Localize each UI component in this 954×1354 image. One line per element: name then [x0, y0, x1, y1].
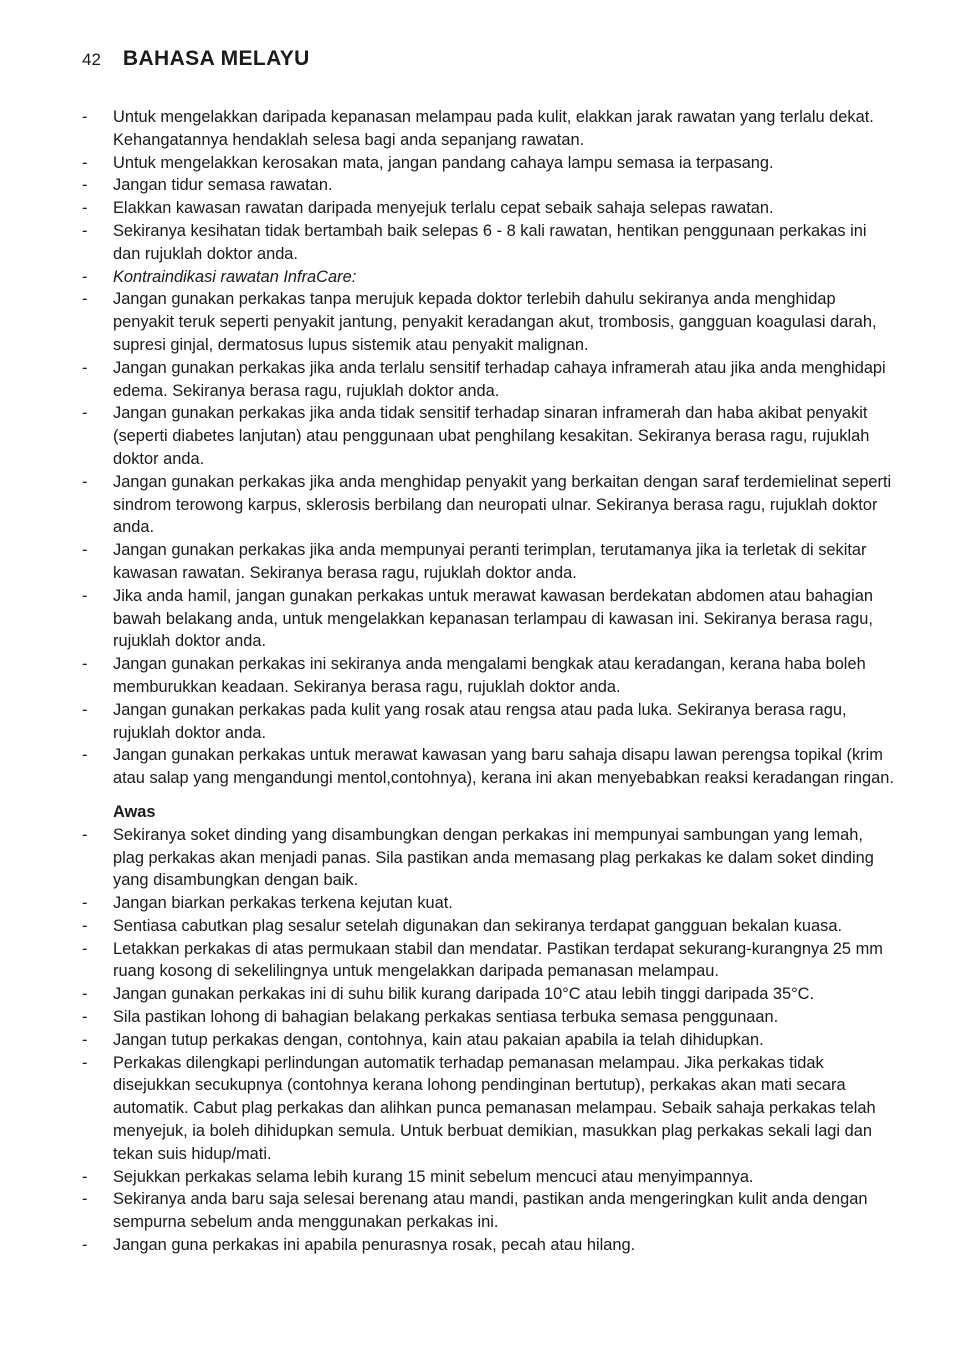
list-item [82, 266, 894, 289]
list-dash: - [82, 108, 88, 126]
list-item [82, 983, 894, 1006]
list-dash: - [82, 586, 88, 605]
list-dash: - [82, 472, 88, 491]
caution-list [82, 824, 894, 1257]
list-item-text: Jangan gunakan perkakas jika anda tidak sensitif terhadap sinaran inframerah dan haba akibat penyakit (seperti diabetes lanjutan) atau penggunaan ubat penghilang kesakitan. Sekiranya berasa ragu, rujuklah doktor anda. [113, 404, 870, 468]
list-item-text: Jangan tutup perkakas dengan, contohnya, kain atau pakaian apabila ia telah dihidupkan. [113, 1030, 764, 1049]
list-item [82, 1052, 894, 1166]
list-item-text: Jangan gunakan perkakas tanpa merujuk kepada doktor terlebih dahulu sekiranya anda menghidap penyakit teruk seperti penyakit jantung, penyakit keradangan akut, trombosis, gangguan koagulasi darah, supresi ginjal, dermatosus lupus sistemik atau penyakit malignan. [113, 290, 877, 354]
list-item-text: Jangan guna perkakas ini apabila penurasnya rosak, pecah atau hilang. [113, 1236, 636, 1255]
list-item [82, 106, 894, 152]
safety-list [82, 106, 894, 790]
list-item-text: Sejukkan perkakas selama lebih kurang 15 minit sebelum mencuci atau menyimpannya. [113, 1167, 754, 1186]
list-item-text: Jangan gunakan perkakas ini di suhu bilik kurang daripada 10°C atau lebih tinggi daripada 35°C. [113, 985, 815, 1004]
list-dash: - [82, 1008, 88, 1027]
list-dash: - [82, 290, 88, 309]
list-dash: - [82, 1167, 88, 1186]
list-dash: - [82, 894, 88, 913]
list-item [82, 539, 894, 585]
list-item-text: Jangan gunakan perkakas jika anda terlalu sensitif terhadap cahaya inframerah atau jika anda menghidapi edema. Sekiranya berasa ragu, rujuklah doktor anda. [113, 358, 886, 400]
list-item [82, 744, 894, 790]
page-title: BAHASA MELAYU [122, 47, 310, 70]
list-item [82, 357, 894, 403]
list-dash: - [82, 358, 88, 377]
list-item-text: Untuk mengelakkan daripada kepanasan melampau pada kulit, elakkan jarak rawatan yang terlalu dekat. Kehangatannya hendaklah selesa bagi anda sepanjang rawatan. [113, 108, 874, 149]
list-item [82, 653, 894, 699]
list-item-text: Jangan gunakan perkakas jika anda menghidap penyakit yang berkaitan dengan saraf terdemielinat seperti sindrom terowong karpus, sklerosis berbilang dan neuropati ulnar. Sekiranya berasa ragu, rujuklah doktor anda. [113, 472, 892, 537]
page-header [82, 47, 310, 71]
list-item-text: Sekiranya kesihatan tidak bertambah baik selepas 6 - 8 kali rawatan, hentikan penggunaan perkakas ini dan rujuklah doktor anda. [113, 221, 867, 263]
list-dash: - [82, 916, 88, 935]
contraindication-heading: Kontraindikasi rawatan InfraCare: [113, 267, 357, 286]
list-item [82, 585, 894, 653]
list-item-text: Perkakas dilengkapi perlindungan automatik terhadap pemanasan melampau. Jika perkakas tidak disejukkan secukupnya (contohnya kerana lohong pendinginan bertutup), perkakas akan mati secara automatik. Cabut plag perkakas dan alihkan punca pemanasan melampau. Sebaik sahaja perkakas telah menyejuk, ia boleh dihidupkan semula. Untuk berbuat demikian, masukkan plag perkakas sekali lagi dan tekan suis hidup/mati. [113, 1053, 876, 1163]
list-item-text: Jangan biarkan perkakas terkena kejutan kuat. [113, 894, 453, 913]
list-item [82, 824, 894, 892]
list-item-text: Sekiranya anda baru saja selesai berenang atau mandi, pastikan anda mengeringkan kulit anda dengan sempurna sebelum anda menggunakan perkakas ini. [113, 1190, 868, 1232]
list-item [82, 174, 894, 197]
list-item-text: Sila pastikan lohong di bahagian belakang perkakas sentiasa terbuka semasa penggunaan. [113, 1008, 779, 1027]
list-dash: - [82, 267, 88, 286]
list-item [82, 471, 894, 539]
list-item [82, 152, 894, 175]
list-dash: - [82, 404, 88, 423]
list-dash: - [82, 655, 88, 674]
list-dash: - [82, 939, 88, 958]
list-item-text: Untuk mengelakkan kerosakan mata, jangan pandang cahaya lampu semasa ia terpasang. [113, 153, 774, 172]
list-item [82, 197, 894, 220]
list-item [82, 402, 894, 470]
list-item [82, 1166, 894, 1189]
list-item-text: Jangan gunakan perkakas pada kulit yang rosak atau rengsa atau pada luka. Sekiranya berasa ragu, rujuklah doktor anda. [113, 700, 847, 742]
list-item [82, 1006, 894, 1029]
content [82, 106, 894, 1257]
list-item [82, 699, 894, 745]
list-item [82, 938, 894, 984]
list-dash: - [82, 221, 88, 240]
list-item [82, 892, 894, 915]
list-dash: - [82, 746, 88, 765]
caution-heading: Awas [113, 802, 156, 821]
list-dash: - [82, 153, 88, 172]
list-item-text: Sentiasa cabutkan plag sesalur setelah digunakan dan sekiranya terdapat gangguan bekalan kuasa. [113, 916, 842, 935]
list-dash: - [82, 825, 88, 844]
list-item [82, 1234, 894, 1257]
list-item-text: Jangan tidur semasa rawatan. [113, 176, 333, 195]
list-item [82, 288, 894, 356]
list-item-text: Jangan gunakan perkakas ini sekiranya anda mengalami bengkak atau keradangan, kerana haba boleh memburukkan keadaan. Sekiranya berasa ragu, rujuklah doktor anda. [113, 655, 866, 696]
list-item [82, 915, 894, 938]
list-dash: - [82, 1053, 88, 1072]
list-dash: - [82, 1030, 88, 1049]
list-item-text: Jika anda hamil, jangan gunakan perkakas untuk merawat kawasan berdekatan abdomen atau bahagian bawah belakang anda, untuk mengelakkan kepanasan terlampau di kawasan ini. Sekiranya berasa ragu, rujuklah doktor anda. [113, 586, 873, 651]
list-dash: - [82, 700, 88, 719]
list-item [82, 1188, 894, 1234]
list-dash: - [82, 1236, 88, 1255]
page-number: 42 [82, 50, 101, 69]
list-item-text: Jangan gunakan perkakas untuk merawat kawasan yang baru sahaja disapu lawan perengsa topikal (krim atau salap yang mengandungi mentol,contohnya), kerana ini akan menyebabkan reaksi keradangan ringan. [113, 746, 894, 788]
list-dash: - [82, 176, 88, 195]
list-item-text: Elakkan kawasan rawatan daripada menyejuk terlalu cepat sebaik sahaja selepas rawatan. [113, 199, 774, 218]
list-item [82, 1029, 894, 1052]
list-item-text: Letakkan perkakas di atas permukaan stabil dan mendatar. Pastikan terdapat sekurang-kurangnya 25 mm ruang kosong di sekelilingnya untuk mengelakkan daripada pemanasan melampau. [113, 939, 883, 981]
list-dash: - [82, 541, 88, 560]
list-dash: - [82, 985, 88, 1004]
list-item-text: Jangan gunakan perkakas jika anda mempunyai peranti terimplan, terutamanya jika ia terletak di sekitar kawasan rawatan. Sekiranya berasa ragu, rujuklah doktor anda. [113, 541, 867, 582]
list-dash: - [82, 199, 88, 218]
list-item-text: Sekiranya soket dinding yang disambungkan dengan perkakas ini mempunyai sambungan yang lemah, plag perkakas akan menjadi panas. Sila pastikan anda memasang plag perkakas ke dalam soket dinding yang disambungkan dengan baik. [113, 825, 874, 890]
list-item [82, 220, 894, 266]
list-dash: - [82, 1190, 88, 1209]
